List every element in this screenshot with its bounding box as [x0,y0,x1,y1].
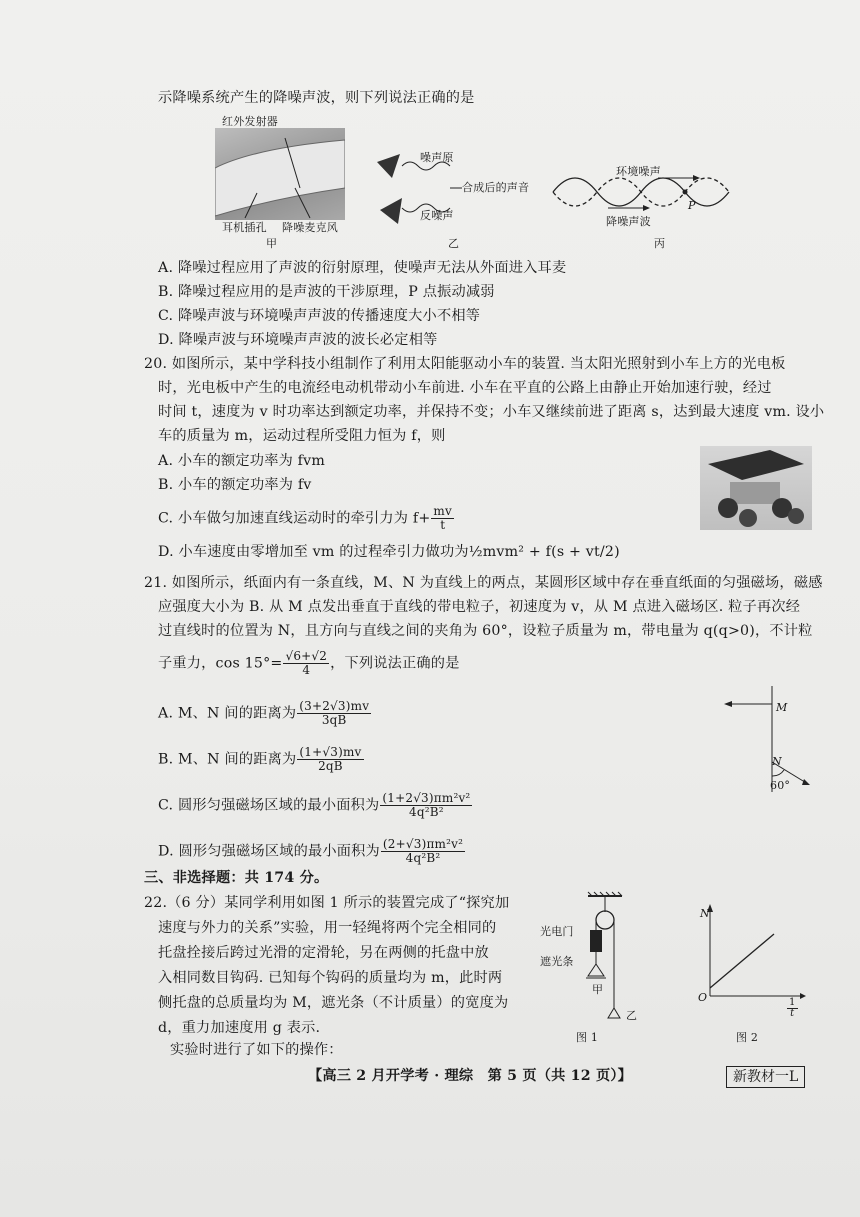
q21-line-diagram [722,684,812,794]
q20-c-num: mv [433,504,452,518]
q22-line-2: 速度与外力的关系”实验，用一轻绳将两个完全相同的 [158,920,497,936]
fig-yi-caption: 乙 [448,237,460,250]
q20-option-c-prefix: C. 小车做匀加速直线运动时的牵引力为 f+ [158,510,431,527]
env-noise-label: 环境噪声 [616,165,661,178]
q21-option-c [158,792,473,819]
jack-label: 耳机插孔 [222,221,267,234]
q20-line-2: 时，光电板中产生的电流经电动机带动小车前进. 小车在平直的公路上由静止开始加速行驶，经过 [158,380,772,396]
edition-badge: 新教材一L [726,1066,805,1088]
anti-noise-label: 反噪声 [420,209,454,222]
q21-line-4-prefix: 子重力，cos 15°= [158,655,283,672]
q20-line-1: 20. 如图所示，某中学科技小组制作了利用太阳能驱动小车的装置. 当太阳光照射到小车上方的光电板 [144,356,786,372]
q21-line-3: 过直线时的位置为 N，且方向与直线之间的夹角为 60°，设粒子质量为 m，带电量为 q(q>0)，不计粒 [158,623,813,639]
q21-option-a [158,700,372,727]
origin-o-label: O [698,991,708,1004]
q21-a-prefix: A. M、N 间的距离为 [158,705,297,722]
solar-car-drawing [700,446,812,530]
q21-c-prefix: C. 圆形匀强磁场区域的最小面积为 [158,797,380,814]
cos15-fraction [283,650,329,677]
section-3-heading: 三、非选择题：共 174 分。 [144,870,329,886]
q21-option-b [158,746,365,773]
q20-option-d [158,542,620,562]
cos15-den: 4 [302,663,311,677]
q21-d-num: (2+√3)πm²v² [382,837,464,851]
angle-60-label: 60° [770,779,791,792]
combined-sound-label: 合成后的声音 [462,181,530,194]
q20-option-d-expr: ½mvm² + f(s + vt/2) [468,544,620,560]
tray-yi-label: 乙 [626,1009,638,1022]
photogate-label: 光电门 [540,925,574,938]
q21-a-den: 3qB [321,713,347,727]
fig-jia-caption: 甲 [266,237,278,250]
q20-option-d-prefix: D. 小车速度由零增加至 vm 的过程牵引力做功为 [158,544,469,560]
inverse-t-fraction [787,998,798,1019]
q22-line-3: 托盘拴接后跨过光滑的定滑轮，另在两侧的托盘中放 [158,945,489,961]
q20-c-den: t [440,518,446,532]
inverse-t-num: 1 [789,997,796,1008]
page-footer: 【高三 2 月开学考 · 理综 第 5 页（共 12 页）】 [308,1068,633,1084]
axis-n-label: N [700,907,710,920]
q21-c-den: 4q²B² [409,805,444,819]
q21-d-den: 4q²B² [405,851,441,865]
mic-label: 降噪麦克风 [282,221,338,234]
q20-option-c [158,505,455,532]
q19-option-b: B. 降噪过程应用的是声波的干涉原理，P 点振动减弱 [158,284,495,300]
q22-line-4: 入相同数目钩码. 已知每个钩码的质量均为 m，此时两 [158,970,503,986]
q21-b-den: 2qB [318,759,343,773]
q20-option-c-fraction [431,505,454,532]
shading-strip-label: 遮光条 [540,955,574,968]
q19-option-d: D. 降噪声波与环境噪声声波的波长必定相等 [158,332,438,348]
q21-c-fraction [380,792,472,819]
q21-line-4 [158,650,460,677]
q21-line-2: 应强度大小为 B. 从 M 点发出垂直于直线的带电粒子，初速度为 v，从 M 点进入磁场区. 粒子再次经 [158,599,801,615]
q21-line-4-suffix: ，下列说法正确的是 [330,655,460,672]
q19-option-c: C. 降噪声波与环境噪声声波的传播速度大小不相等 [158,308,481,324]
earphone-outline [215,128,345,220]
q22-line-6: d，重力加速度用 g 表示. [158,1020,321,1036]
q20-option-b: B. 小车的额定功率为 fv [158,477,312,493]
q22-line-1: 22.（6 分）某同学利用如图 1 所示的装置完成了“探究加 [144,895,510,911]
ir-emitter-label: 红外发射器 [222,115,278,128]
q21-b-fraction [297,746,363,773]
inverse-t-den: t [790,1008,795,1019]
cos15-num: √6+√2 [285,649,328,663]
q21-a-fraction [297,700,371,727]
q21-d-prefix: D. 圆形匀强磁场区域的最小面积为 [158,843,380,860]
point-m-label: M [776,701,788,714]
header-line: 示降噪系统产生的降噪声波，则下列说法正确的是 [158,90,475,106]
axis-inverse-t-label [786,998,799,1019]
q21-line-1: 21. 如图所示，纸面内有一条直线，M、N 为直线上的两点，某圆形区域中存在垂直纸面的匀强磁场，磁感 [144,575,823,591]
q21-b-num: (1+√3)mv [299,745,362,759]
q21-option-d [158,838,466,865]
q19-option-a: A. 降噪过程应用了声波的衍射原理，使噪声无法从外面进入耳麦 [158,260,567,276]
q20-line-3: 时间 t，速度为 v 时功率达到额定功率，并保持不变；小车又继续前进了距离 s，达到最大速度 vm. 设小 [158,404,825,420]
q20-line-4: 车的质量为 m，运动过程所受阻力恒为 f，则 [158,428,446,444]
fig-1-caption: 图 1 [576,1031,599,1044]
fig-bing-caption: 丙 [654,237,666,250]
q21-a-num: (3+2√3)mv [299,699,370,713]
q22-line-5: 侧托盘的总质量均为 M，遮光条（不计质量）的宽度为 [158,995,509,1011]
q21-c-num: (1+2√3)πm²v² [382,791,471,805]
q21-b-prefix: B. M、N 间的距离为 [158,751,297,768]
noise-source-label: 噪声原 [420,151,454,164]
point-p-label: P [688,199,696,212]
fig-2-caption: 图 2 [736,1031,759,1044]
q21-d-fraction [381,838,465,865]
cancel-wave-label: 降噪声波 [606,215,651,228]
point-n-label: N [772,755,782,768]
tray-jia-label: 甲 [592,983,604,996]
q20-option-a: A. 小车的额定功率为 fvm [158,453,325,469]
q22-line-7: 实验时进行了如下的操作： [170,1042,343,1058]
